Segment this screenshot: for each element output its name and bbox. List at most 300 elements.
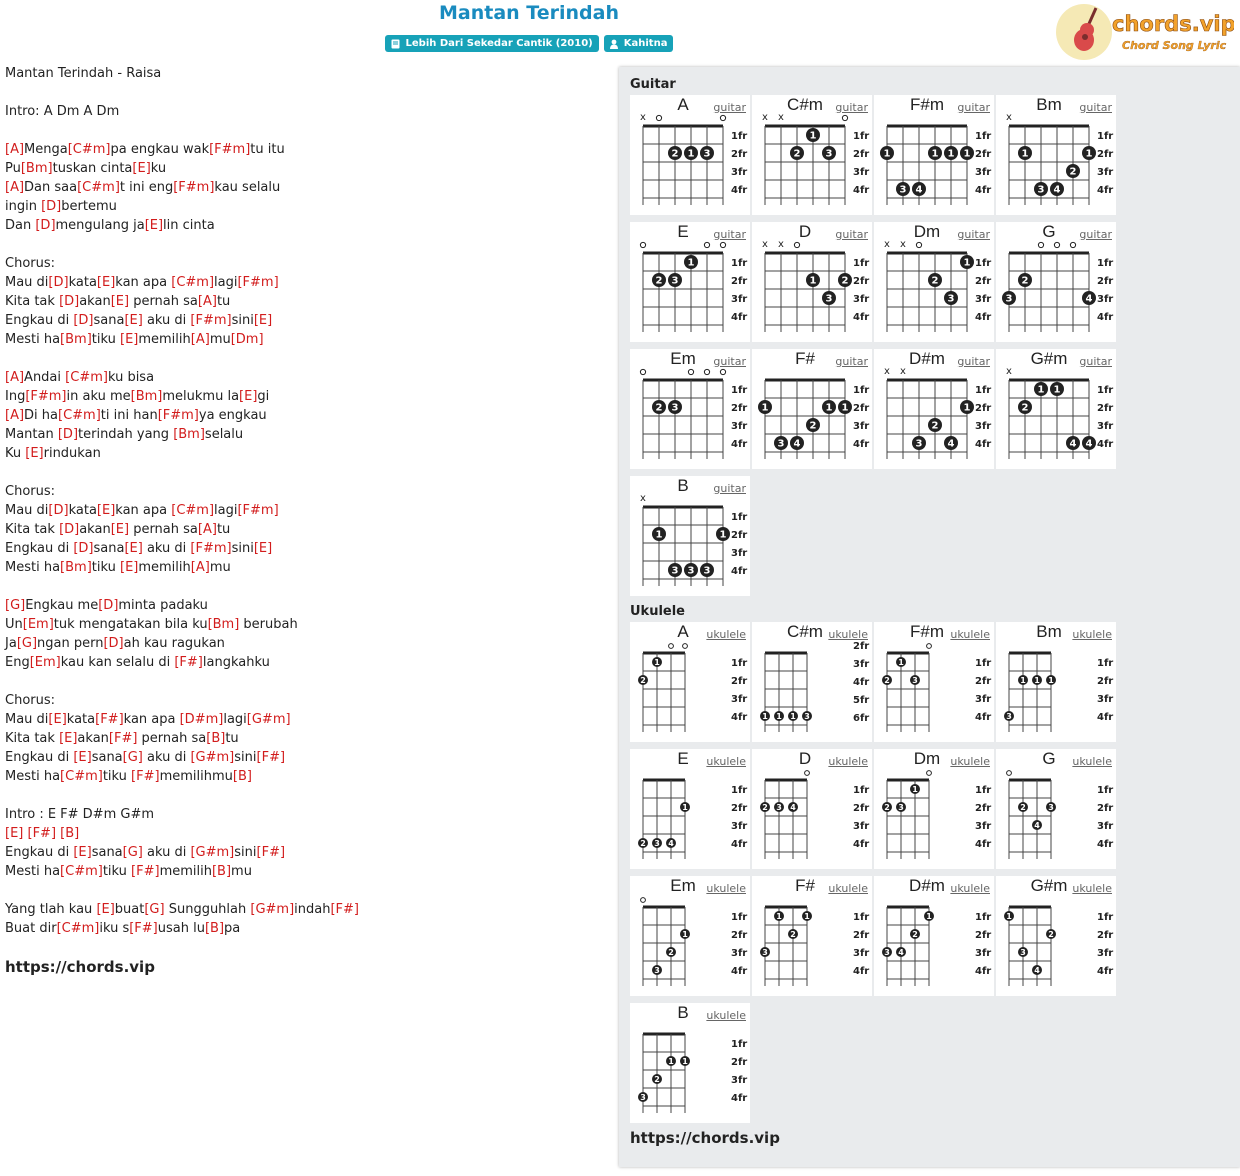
chord-marker[interactable]: [D] (73, 541, 94, 556)
svg-text:1: 1 (682, 803, 688, 812)
lyric-text: kan apa (123, 712, 180, 727)
lyric-text: mu (209, 560, 231, 575)
svg-text:2: 2 (1048, 930, 1054, 939)
chord-marker[interactable]: [Dm] (230, 332, 264, 347)
chord-marker[interactable]: [Bm] (207, 617, 240, 632)
lyric-text: memilih (138, 560, 191, 575)
lyric-text: Mau di (5, 275, 49, 290)
chord-marker[interactable]: [C#m] (56, 921, 100, 936)
lyric-lines (5, 64, 605, 938)
ukulele-link[interactable]: ukulele (950, 755, 990, 768)
ukulele-link[interactable]: ukulele (706, 1009, 746, 1022)
svg-text:1: 1 (655, 529, 663, 541)
finger-dot (668, 400, 682, 414)
lyric-text: langkahku (202, 655, 270, 670)
chord-marker[interactable]: [D#m] (179, 712, 224, 727)
chord-marker[interactable]: [D] (48, 275, 69, 290)
chord-marker[interactable]: [E] (120, 332, 139, 347)
chord-marker[interactable]: [D] (48, 503, 69, 518)
lyric-line (5, 444, 605, 463)
ukulele-chord-card[interactable] (874, 749, 994, 869)
guitar-chord-card[interactable] (752, 95, 872, 215)
finger-dot (822, 291, 836, 305)
chord-marker[interactable]: [F#] (174, 655, 203, 670)
svg-text:1: 1 (963, 402, 971, 414)
chord-marker[interactable]: [F#] (108, 731, 138, 746)
chord-marker[interactable]: [A] (5, 142, 25, 157)
chord-marker[interactable]: [Em] (22, 617, 54, 632)
svg-text:1: 1 (1048, 676, 1054, 685)
svg-text:3: 3 (915, 438, 923, 450)
finger-dot (1082, 436, 1096, 450)
svg-text:1fr: 1fr (1097, 658, 1114, 669)
svg-text:x: x (884, 239, 890, 250)
lyric-line (5, 406, 605, 425)
finger-dot (774, 711, 784, 721)
lyric-text: tu itu (250, 142, 285, 157)
chord-marker[interactable]: [F#] (129, 921, 158, 936)
guitar-chord-card[interactable] (630, 95, 750, 215)
lyric-text: kata (66, 712, 96, 727)
finger-dot (1032, 965, 1042, 975)
svg-text:2fr: 2fr (853, 641, 870, 652)
footer-url[interactable]: https://chords.vip (5, 958, 155, 976)
lyric-text: tiku (91, 560, 120, 575)
finger-dot (910, 675, 920, 685)
chord-marker[interactable]: [E] (25, 446, 44, 461)
guitar-link[interactable]: guitar (835, 355, 868, 368)
svg-text:1: 1 (1053, 384, 1061, 396)
chord-marker[interactable]: [B] (232, 769, 252, 784)
chord-marker[interactable]: [E] (73, 845, 92, 860)
guitar-link[interactable]: guitar (835, 228, 868, 241)
guitar-chord-card[interactable] (996, 222, 1116, 342)
ukulele-chord-card[interactable] (996, 622, 1116, 742)
lyric-text: tiku (102, 769, 132, 784)
svg-text:1: 1 (883, 148, 891, 160)
lyric-line (5, 577, 605, 596)
finger-dot (1082, 146, 1096, 160)
ukulele-link[interactable]: ukulele (950, 882, 990, 895)
chord-marker[interactable]: [E] (132, 161, 151, 176)
svg-text:1fr: 1fr (1097, 131, 1114, 142)
ukulele-link[interactable]: ukulele (1072, 755, 1112, 768)
svg-text:2fr: 2fr (731, 530, 748, 541)
svg-text:x: x (778, 239, 784, 250)
svg-text:4fr: 4fr (1097, 712, 1114, 723)
chord-marker[interactable]: [E] (96, 503, 116, 518)
svg-text:4: 4 (898, 948, 904, 957)
chord-marker[interactable]: [Em] (29, 655, 61, 670)
lyric-text: Ing (5, 389, 26, 404)
chord-marker[interactable]: [G] (122, 845, 143, 860)
lyric-text: Eng (5, 655, 30, 670)
guitar-chord-card[interactable] (874, 95, 994, 215)
chord-marker[interactable]: [C#m] (67, 142, 111, 157)
svg-text:1: 1 (687, 257, 695, 269)
finger-dot (638, 675, 648, 685)
ukulele-link[interactable]: ukulele (706, 882, 746, 895)
svg-text:3: 3 (825, 293, 833, 305)
svg-text:1: 1 (926, 912, 932, 921)
svg-text:4: 4 (793, 438, 801, 450)
svg-text:4: 4 (1034, 966, 1040, 975)
chord-marker[interactable]: [D] (41, 199, 62, 214)
ukulele-link[interactable]: ukulele (828, 755, 868, 768)
lyric-line (5, 672, 605, 691)
ukulele-chord-card[interactable] (630, 622, 750, 742)
chord-marker[interactable]: [G#m] (250, 902, 295, 917)
guitar-chord-card[interactable] (630, 222, 750, 342)
ukulele-chord-card[interactable] (630, 749, 750, 869)
ukulele-chord-card[interactable] (996, 876, 1116, 996)
svg-text:4: 4 (790, 803, 796, 812)
chord-marker[interactable]: [F#m] (209, 142, 251, 157)
chord-marker[interactable]: [D] (35, 218, 56, 233)
svg-text:1: 1 (1020, 676, 1026, 685)
chord-name: F#m (910, 622, 944, 641)
ukulele-link[interactable]: ukulele (828, 628, 868, 641)
chord-marker[interactable]: [F#m] (25, 389, 67, 404)
chord-marker[interactable]: [G] (16, 636, 38, 651)
svg-text:3: 3 (912, 676, 918, 685)
chord-name: G#m (1030, 876, 1068, 895)
chord-marker[interactable]: [B] (211, 864, 232, 879)
chord-marker[interactable]: [D] (57, 427, 79, 442)
chord-marker[interactable]: [G] (122, 750, 143, 765)
svg-text:4fr: 4fr (1097, 966, 1114, 977)
guitar-link[interactable]: guitar (1079, 355, 1112, 368)
svg-text:1: 1 (682, 930, 688, 939)
svg-text:4: 4 (915, 184, 923, 196)
chord-marker[interactable]: [Bm] (130, 389, 163, 404)
chord-marker[interactable]: [F#] (256, 845, 286, 860)
svg-text:x: x (640, 112, 646, 123)
lyric-text: lagi (214, 503, 238, 518)
chord-marker[interactable]: [E] (96, 275, 116, 290)
chord-marker[interactable]: [E] (96, 902, 115, 917)
chord-marker[interactable]: [G] (144, 902, 165, 917)
chord-marker[interactable]: [F#m] (237, 275, 279, 290)
chord-marker[interactable]: [C#m] (60, 864, 103, 879)
chord-marker[interactable]: [E] (5, 826, 24, 841)
badges (0, 35, 1058, 52)
finger-dot (774, 436, 788, 450)
footer-url-panel[interactable]: https://chords.vip (630, 1129, 780, 1147)
chord-marker[interactable]: [F#m] (190, 541, 232, 556)
chord-marker[interactable]: [F#] (256, 750, 286, 765)
ukulele-link[interactable]: ukulele (1072, 882, 1112, 895)
chord-marker[interactable]: [D] (98, 598, 119, 613)
chord-marker[interactable]: [A] (197, 522, 217, 537)
lyric-line (5, 64, 605, 83)
lyric-text: pa engkau wak (110, 142, 210, 157)
chord-marker[interactable]: [D] (73, 313, 94, 328)
finger-dot (822, 146, 836, 160)
guitar-chord-card[interactable] (752, 222, 872, 342)
lyric-text: Engkau di (5, 313, 74, 328)
svg-text:3: 3 (762, 948, 768, 957)
ukulele-chord-card[interactable] (630, 1003, 750, 1123)
chord-marker[interactable]: [F#m] (157, 408, 199, 423)
chord-marker[interactable]: [G#m] (190, 750, 235, 765)
svg-text:4: 4 (1069, 438, 1077, 450)
svg-text:2: 2 (671, 148, 679, 160)
svg-text:3fr: 3fr (731, 948, 748, 959)
chord-marker[interactable]: [E] (144, 218, 164, 233)
chord-marker[interactable]: [E] (120, 560, 139, 575)
svg-text:1fr: 1fr (731, 258, 748, 269)
chord-marker[interactable]: [E] (253, 541, 273, 556)
svg-text:1fr: 1fr (853, 131, 870, 142)
guitar-chord-card[interactable] (630, 476, 750, 596)
logo-tagline: Chord Song Lyric (1122, 39, 1227, 52)
album-badge[interactable] (385, 35, 599, 52)
svg-text:4fr: 4fr (853, 677, 870, 688)
finger-dot (700, 146, 714, 160)
chord-marker[interactable]: [D] (59, 522, 80, 537)
lyric-line (5, 710, 605, 729)
chord-name: G (1042, 749, 1056, 768)
finger-dot (838, 273, 852, 287)
site-logo[interactable] (1054, 2, 1234, 62)
svg-text:4: 4 (1085, 438, 1093, 450)
lyric-text: akan (79, 294, 111, 309)
chord-marker[interactable]: [E] (124, 313, 143, 328)
chord-marker[interactable]: [F#] (27, 826, 57, 841)
lyric-line (5, 273, 605, 292)
svg-text:4fr: 4fr (853, 312, 870, 323)
chord-marker[interactable]: [C#m] (58, 408, 101, 423)
artist-badge[interactable] (604, 35, 674, 52)
chord-marker[interactable]: [B] (60, 826, 80, 841)
chord-marker[interactable]: [E] (48, 712, 67, 727)
guitar-chord-card[interactable] (996, 349, 1116, 469)
chord-marker[interactable]: [Bm] (60, 332, 92, 347)
ukulele-chord-card[interactable] (996, 749, 1116, 869)
ukulele-link[interactable]: ukulele (828, 882, 868, 895)
guitar-link[interactable]: guitar (957, 228, 990, 241)
chord-marker[interactable]: [E] (110, 294, 130, 309)
svg-text:3: 3 (776, 803, 782, 812)
lyric-line (5, 368, 605, 387)
svg-text:3: 3 (804, 712, 810, 721)
finger-dot (912, 436, 926, 450)
guitar-chord-card[interactable] (752, 349, 872, 469)
finger-dot (896, 182, 910, 196)
chord-marker[interactable]: [Bm] (173, 427, 205, 442)
chord-marker[interactable]: [A] (5, 180, 25, 195)
lyric-text: Mesti ha (5, 769, 61, 784)
svg-text:1fr: 1fr (975, 258, 992, 269)
guitar-chord-card[interactable] (630, 349, 750, 469)
finger-dot (788, 802, 798, 812)
guitar-chord-card[interactable] (874, 349, 994, 469)
chord-marker[interactable]: [E] (239, 389, 258, 404)
lyric-text: Mesti ha (5, 560, 61, 575)
chord-marker[interactable]: [E] (59, 731, 78, 746)
ukulele-link[interactable]: ukulele (950, 628, 990, 641)
lyric-line (5, 140, 605, 159)
chord-marker[interactable]: [F#m] (190, 313, 232, 328)
lyric-text: tu (216, 294, 231, 309)
chord-marker[interactable]: [F#] (131, 769, 160, 784)
ukulele-chord-card[interactable] (752, 622, 872, 742)
chord-marker[interactable]: [F#m] (173, 180, 215, 195)
chord-name: Bm (1036, 622, 1062, 641)
guitar-link[interactable]: guitar (713, 228, 746, 241)
ukulele-chord-card[interactable] (752, 749, 872, 869)
ukulele-chord-card[interactable] (630, 876, 750, 996)
chord-marker[interactable]: [E] (253, 313, 273, 328)
lyric-text: aku di (142, 313, 191, 328)
ukulele-link[interactable]: ukulele (1072, 628, 1112, 641)
ukulele-link[interactable]: ukulele (706, 755, 746, 768)
svg-text:1: 1 (654, 658, 660, 667)
guitar-link[interactable]: guitar (1079, 101, 1112, 114)
lyric-text: Yang tlah kau (5, 902, 97, 917)
chord-marker[interactable]: [Bm] (20, 161, 53, 176)
finger-dot (638, 1092, 648, 1102)
song-title: Mantan Terindah (439, 2, 619, 24)
lyric-text: kata (68, 275, 97, 290)
svg-text:2fr: 2fr (853, 149, 870, 160)
lyric-text: akan (77, 731, 109, 746)
guitar-link[interactable]: guitar (835, 101, 868, 114)
guitar-link[interactable]: guitar (713, 101, 746, 114)
finger-dot (806, 273, 820, 287)
chord-marker[interactable]: [D] (103, 636, 124, 651)
book-icon (391, 39, 400, 49)
chord-name: D (798, 222, 812, 241)
chord-marker[interactable]: [A] (190, 332, 210, 347)
lyric-text: Un (5, 617, 23, 632)
lyric-text: ya engkau (198, 408, 267, 423)
finger-dot (1018, 675, 1028, 685)
lyric-text: bertemu (61, 199, 117, 214)
ukulele-link[interactable]: ukulele (706, 628, 746, 641)
chord-marker[interactable]: [G#m] (190, 845, 235, 860)
chord-marker[interactable]: [Bm] (60, 560, 92, 575)
svg-text:4fr: 4fr (731, 966, 748, 977)
svg-text:4fr: 4fr (731, 185, 748, 196)
chord-marker[interactable]: [B] (206, 731, 226, 746)
chord-marker[interactable]: [F#] (330, 902, 359, 917)
chord-marker[interactable]: [C#m] (77, 180, 120, 195)
lyric-text: kan apa (115, 275, 172, 290)
svg-text:1: 1 (963, 257, 971, 269)
guitar-link[interactable]: guitar (957, 101, 990, 114)
lyric-text: Chorus: (5, 484, 56, 499)
svg-text:3fr: 3fr (731, 421, 748, 432)
ukulele-chord-card[interactable] (874, 622, 994, 742)
svg-text:2fr: 2fr (975, 149, 992, 160)
chord-name: E (677, 222, 689, 241)
chord-marker[interactable]: [E] (73, 750, 92, 765)
lyric-text: pernah sa (129, 522, 198, 537)
lyric-text: kan apa (115, 503, 172, 518)
finger-dot (960, 146, 974, 160)
guitar-chord-card[interactable] (874, 222, 994, 342)
chord-marker[interactable]: [E] (124, 541, 143, 556)
finger-dot (652, 965, 662, 975)
finger-dot (684, 255, 698, 269)
chord-marker[interactable]: [E] (110, 522, 130, 537)
guitar-link[interactable]: guitar (1079, 228, 1112, 241)
svg-text:1: 1 (912, 785, 918, 794)
chord-marker[interactable]: [B] (204, 921, 225, 936)
chord-marker[interactable]: [G] (5, 598, 26, 613)
chord-marker[interactable]: [F#m] (237, 503, 279, 518)
svg-text:3fr: 3fr (853, 421, 870, 432)
svg-text:3fr: 3fr (731, 548, 748, 559)
lyric-text: Intro: A Dm A Dm (5, 104, 120, 119)
ukulele-chord-card[interactable] (874, 876, 994, 996)
chord-marker[interactable]: [C#m] (171, 275, 215, 290)
lyric-text: berubah (239, 617, 298, 632)
chord-marker[interactable]: [F#] (131, 864, 160, 879)
guitar-chord-card[interactable] (996, 95, 1116, 215)
finger-dot (652, 838, 662, 848)
finger-dot (652, 527, 666, 541)
svg-text:2: 2 (1020, 803, 1026, 812)
chord-marker[interactable]: [C#m] (65, 370, 108, 385)
chord-marker[interactable]: [F#] (95, 712, 124, 727)
ukulele-chord-card[interactable] (752, 876, 872, 996)
lyric-text: aku di (142, 845, 191, 860)
chord-marker[interactable]: [A] (197, 294, 217, 309)
chord-marker[interactable]: [A] (5, 370, 25, 385)
svg-text:1fr: 1fr (731, 385, 748, 396)
finger-dot (1032, 675, 1042, 685)
svg-text:6fr: 6fr (853, 713, 870, 724)
lyrics (5, 64, 605, 976)
svg-text:2: 2 (841, 275, 849, 287)
guitar-link[interactable]: guitar (713, 482, 746, 495)
lyric-text: Engkau di (5, 750, 74, 765)
svg-text:1: 1 (776, 912, 782, 921)
chord-marker[interactable]: [G#m] (246, 712, 291, 727)
chord-name: Dm (913, 749, 941, 768)
lyric-text: Ja (5, 636, 17, 651)
svg-text:1fr: 1fr (731, 131, 748, 142)
guitar-link[interactable]: guitar (957, 355, 990, 368)
svg-text:3fr: 3fr (731, 294, 748, 305)
lyric-text: Chorus: (5, 693, 56, 708)
chord-marker[interactable]: [D] (59, 294, 80, 309)
lyric-line (5, 311, 605, 330)
lyric-text: Engkau me (25, 598, 99, 613)
chord-marker[interactable]: [C#m] (60, 769, 103, 784)
lyric-line (5, 767, 605, 786)
svg-text:3fr: 3fr (731, 821, 748, 832)
finger-dot (880, 146, 894, 160)
svg-text:4: 4 (947, 438, 955, 450)
svg-text:5fr: 5fr (853, 695, 870, 706)
chord-marker[interactable]: [A] (5, 408, 25, 423)
svg-text:3: 3 (1020, 948, 1026, 957)
finger-dot (1066, 436, 1080, 450)
chord-marker[interactable]: [A] (190, 560, 210, 575)
svg-text:3: 3 (671, 565, 679, 577)
guitar-link[interactable]: guitar (713, 355, 746, 368)
svg-text:4: 4 (1034, 821, 1040, 830)
svg-text:2: 2 (668, 948, 674, 957)
lyric-text: Di ha (24, 408, 59, 423)
chord-marker[interactable]: [C#m] (171, 503, 215, 518)
lyric-text: kata (68, 503, 97, 518)
chord-name: Bm (1036, 95, 1062, 114)
